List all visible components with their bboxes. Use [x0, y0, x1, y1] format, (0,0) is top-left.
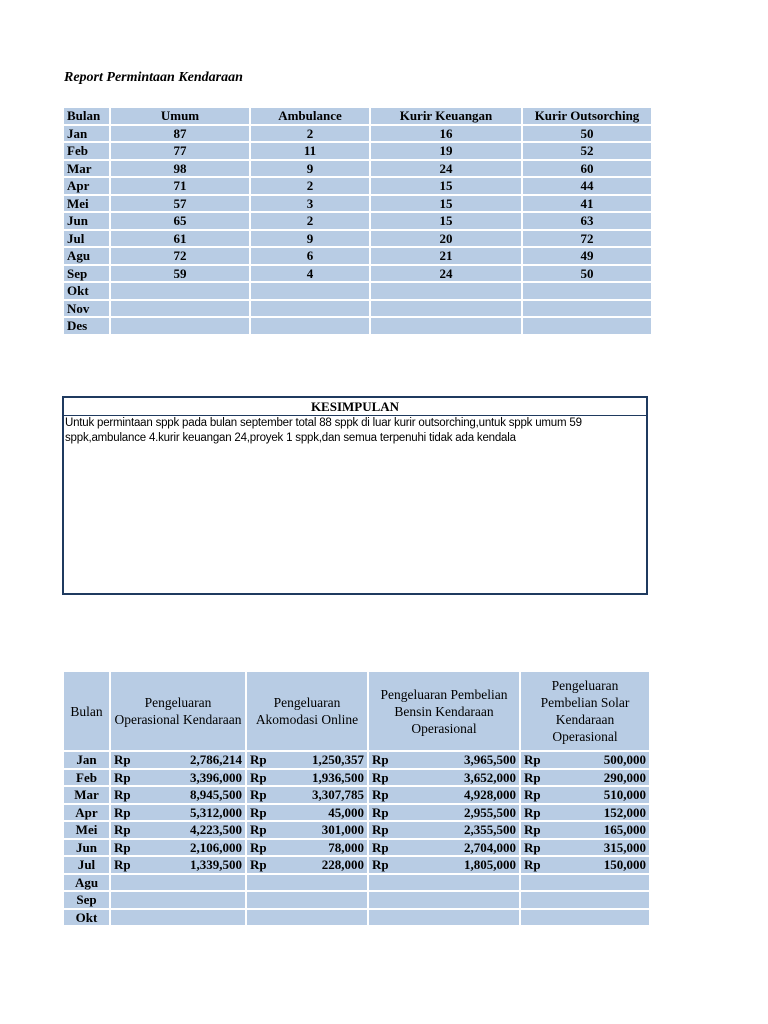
month-cell: Nov — [64, 301, 109, 317]
value-cell: 71 — [111, 178, 249, 194]
value-cell: 77 — [111, 143, 249, 159]
header-ambulance: Ambulance — [251, 108, 369, 124]
table-row — [64, 752, 649, 768]
amount-cell — [247, 892, 367, 908]
amount-value: 315,000 — [603, 839, 646, 855]
amount-value: 2,955,500 — [464, 804, 516, 820]
value-cell — [251, 318, 369, 334]
kesimpulan-box — [62, 396, 648, 595]
header-solar: Pengeluaran Pembelian Solar Kendaraan Operasional — [521, 672, 649, 750]
currency-label: Rp — [524, 752, 541, 767]
table-row — [64, 875, 649, 891]
amount-cell — [369, 822, 519, 838]
value-cell — [523, 318, 651, 334]
month-cell: Feb — [64, 143, 109, 159]
table-row — [64, 178, 651, 194]
currency-label: Rp — [250, 752, 267, 767]
currency-label: Rp — [250, 822, 267, 837]
month-cell: Okt — [64, 283, 109, 299]
month-cell: Feb — [64, 770, 109, 786]
currency-label: Rp — [524, 804, 541, 820]
amount-cell — [369, 805, 519, 821]
value-cell: 4 — [251, 266, 369, 282]
header-bulan: Bulan — [64, 672, 109, 750]
table-row — [64, 213, 651, 229]
amount-cell — [247, 857, 367, 873]
value-cell — [111, 318, 249, 334]
value-cell: 72 — [523, 231, 651, 247]
amount-cell — [111, 875, 245, 891]
value-cell — [111, 283, 249, 299]
table-row — [64, 301, 651, 317]
currency-label: Rp — [372, 857, 389, 872]
table-row — [64, 840, 649, 856]
value-cell: 20 — [371, 231, 521, 247]
month-cell: Jan — [64, 752, 109, 768]
amount-cell — [247, 805, 367, 821]
amount-cell — [521, 805, 649, 821]
value-cell: 2 — [251, 213, 369, 229]
value-cell: 57 — [111, 196, 249, 212]
currency-label: Rp — [114, 857, 131, 872]
amount-value: 152,000 — [603, 804, 646, 820]
value-cell: 98 — [111, 161, 249, 177]
value-cell: 2 — [251, 126, 369, 142]
value-cell — [371, 318, 521, 334]
currency-label: Rp — [372, 752, 389, 767]
currency-label: Rp — [250, 857, 267, 872]
table-row — [64, 910, 649, 926]
amount-cell — [111, 857, 245, 873]
amount-value: 500,000 — [603, 752, 646, 767]
currency-label: Rp — [250, 804, 267, 820]
value-cell — [111, 301, 249, 317]
currency-label: Rp — [250, 787, 267, 802]
amount-value: 8,945,500 — [190, 787, 242, 802]
amount-value: 2,355,500 — [464, 822, 516, 837]
amount-cell — [521, 752, 649, 768]
value-cell: 19 — [371, 143, 521, 159]
value-cell: 44 — [523, 178, 651, 194]
value-cell: 16 — [371, 126, 521, 142]
header-kurir-keuangan: Kurir Keuangan — [371, 108, 521, 124]
amount-value: 45,000 — [328, 804, 364, 820]
header-bulan: Bulan — [64, 108, 109, 124]
value-cell: 2 — [251, 178, 369, 194]
currency-label: Rp — [372, 769, 389, 785]
amount-value: 2,106,000 — [190, 839, 242, 855]
amount-value: 5,312,000 — [190, 804, 242, 820]
table-header-row — [64, 672, 649, 750]
amount-cell — [111, 892, 245, 908]
amount-value: 165,000 — [603, 822, 646, 837]
month-cell: Mar — [64, 161, 109, 177]
value-cell — [371, 301, 521, 317]
currency-label: Rp — [114, 752, 131, 767]
value-cell: 15 — [371, 178, 521, 194]
expense-table — [62, 670, 651, 927]
amount-cell — [521, 787, 649, 803]
value-cell: 52 — [523, 143, 651, 159]
amount-value: 1,805,000 — [464, 857, 516, 872]
value-cell: 11 — [251, 143, 369, 159]
table-row — [64, 196, 651, 212]
amount-cell — [521, 770, 649, 786]
header-bensin: Pengeluaran Pembelian Bensin Kendaraan Operasional — [369, 672, 519, 750]
month-cell: Jan — [64, 126, 109, 142]
amount-value: 228,000 — [321, 857, 364, 872]
value-cell: 24 — [371, 161, 521, 177]
amount-cell — [111, 910, 245, 926]
amount-cell — [369, 787, 519, 803]
currency-label: Rp — [524, 822, 541, 837]
amount-cell — [247, 770, 367, 786]
value-cell: 24 — [371, 266, 521, 282]
amount-cell — [247, 752, 367, 768]
value-cell: 59 — [111, 266, 249, 282]
value-cell — [371, 283, 521, 299]
table-row — [64, 283, 651, 299]
value-cell: 49 — [523, 248, 651, 264]
kesimpulan-text: Untuk permintaan sppk pada bulan september total 88 sppk di luar kurir outsorching,untuk sppk umum 59 sppk,ambulance 4.kurir keuangan 24,proyek 1 sppk,dan semua terpenuhi tidak ada kendala — [65, 417, 582, 444]
value-cell — [523, 283, 651, 299]
table-header-row — [64, 108, 651, 124]
month-cell: Apr — [64, 178, 109, 194]
value-cell: 15 — [371, 196, 521, 212]
amount-value: 1,339,500 — [190, 857, 242, 872]
amount-cell — [521, 910, 649, 926]
amount-cell — [369, 752, 519, 768]
amount-value: 4,223,500 — [190, 822, 242, 837]
month-cell: Mei — [64, 822, 109, 838]
amount-value: 4,928,000 — [464, 787, 516, 802]
value-cell: 50 — [523, 266, 651, 282]
month-cell: Des — [64, 318, 109, 334]
currency-label: Rp — [372, 839, 389, 855]
amount-cell — [369, 770, 519, 786]
amount-cell — [369, 892, 519, 908]
currency-label: Rp — [372, 787, 389, 802]
amount-cell — [369, 910, 519, 926]
amount-cell — [111, 752, 245, 768]
currency-label: Rp — [524, 787, 541, 802]
value-cell: 9 — [251, 161, 369, 177]
value-cell: 21 — [371, 248, 521, 264]
amount-cell — [111, 840, 245, 856]
amount-cell — [521, 857, 649, 873]
currency-label: Rp — [114, 787, 131, 802]
currency-label: Rp — [372, 804, 389, 820]
month-cell: Jul — [64, 857, 109, 873]
amount-value: 78,000 — [328, 839, 364, 855]
currency-label: Rp — [114, 839, 131, 855]
month-cell: Sep — [64, 266, 109, 282]
amount-cell — [521, 822, 649, 838]
amount-value: 3,307,785 — [312, 787, 364, 802]
value-cell: 15 — [371, 213, 521, 229]
amount-cell — [247, 787, 367, 803]
header-umum: Umum — [111, 108, 249, 124]
value-cell — [251, 283, 369, 299]
amount-cell — [369, 857, 519, 873]
kesimpulan-heading: KESIMPULAN — [64, 398, 646, 416]
currency-label: Rp — [250, 839, 267, 855]
table-row — [64, 318, 651, 334]
value-cell — [523, 301, 651, 317]
currency-label: Rp — [114, 804, 131, 820]
amount-value: 3,652,000 — [464, 769, 516, 785]
amount-value: 290,000 — [603, 769, 646, 785]
amount-cell — [247, 910, 367, 926]
table-row — [64, 248, 651, 264]
amount-value: 510,000 — [603, 787, 646, 802]
amount-cell — [111, 822, 245, 838]
value-cell: 61 — [111, 231, 249, 247]
month-cell: Okt — [64, 910, 109, 926]
amount-value: 2,786,214 — [190, 752, 242, 767]
amount-value: 1,250,357 — [312, 752, 364, 767]
month-cell: Mei — [64, 196, 109, 212]
table-row — [64, 787, 649, 803]
table-row — [64, 892, 649, 908]
month-cell: Jul — [64, 231, 109, 247]
value-cell: 87 — [111, 126, 249, 142]
value-cell: 41 — [523, 196, 651, 212]
amount-cell — [111, 787, 245, 803]
value-cell: 63 — [523, 213, 651, 229]
header-operasional-kendaraan: Pengeluaran Operasional Kendaraan — [111, 672, 245, 750]
month-cell: Jun — [64, 840, 109, 856]
amount-cell — [521, 892, 649, 908]
vehicle-request-table — [62, 106, 653, 336]
amount-cell — [521, 840, 649, 856]
month-cell: Mar — [64, 787, 109, 803]
amount-value: 1,936,500 — [312, 769, 364, 785]
value-cell: 6 — [251, 248, 369, 264]
amount-cell — [111, 770, 245, 786]
table-row — [64, 857, 649, 873]
table-row — [64, 822, 649, 838]
currency-label: Rp — [250, 769, 267, 785]
header-akomodasi-online: Pengeluaran Akomodasi Online — [247, 672, 367, 750]
table-row — [64, 231, 651, 247]
value-cell: 9 — [251, 231, 369, 247]
currency-label: Rp — [524, 769, 541, 785]
month-cell: Jun — [64, 213, 109, 229]
amount-value: 301,000 — [321, 822, 364, 837]
table-row — [64, 266, 651, 282]
value-cell — [251, 301, 369, 317]
value-cell: 65 — [111, 213, 249, 229]
currency-label: Rp — [372, 822, 389, 837]
value-cell: 3 — [251, 196, 369, 212]
value-cell: 50 — [523, 126, 651, 142]
month-cell: Agu — [64, 875, 109, 891]
currency-label: Rp — [114, 822, 131, 837]
table-row — [64, 805, 649, 821]
currency-label: Rp — [524, 857, 541, 872]
amount-value: 150,000 — [603, 857, 646, 872]
value-cell: 60 — [523, 161, 651, 177]
month-cell: Apr — [64, 805, 109, 821]
amount-value: 2,704,000 — [464, 839, 516, 855]
table-row — [64, 143, 651, 159]
amount-cell — [521, 875, 649, 891]
amount-cell — [369, 875, 519, 891]
amount-value: 3,965,500 — [464, 752, 516, 767]
amount-cell — [247, 840, 367, 856]
amount-cell — [247, 822, 367, 838]
header-kurir-outsorching: Kurir Outsorching — [523, 108, 651, 124]
amount-value: 3,396,000 — [190, 769, 242, 785]
report-title: Report Permintaan Kendaraan — [64, 70, 243, 85]
amount-cell — [111, 805, 245, 821]
month-cell: Agu — [64, 248, 109, 264]
table-row — [64, 126, 651, 142]
amount-cell — [369, 840, 519, 856]
table-row — [64, 770, 649, 786]
table-row — [64, 161, 651, 177]
currency-label: Rp — [114, 769, 131, 785]
currency-label: Rp — [524, 839, 541, 855]
value-cell: 72 — [111, 248, 249, 264]
amount-cell — [247, 875, 367, 891]
month-cell: Sep — [64, 892, 109, 908]
